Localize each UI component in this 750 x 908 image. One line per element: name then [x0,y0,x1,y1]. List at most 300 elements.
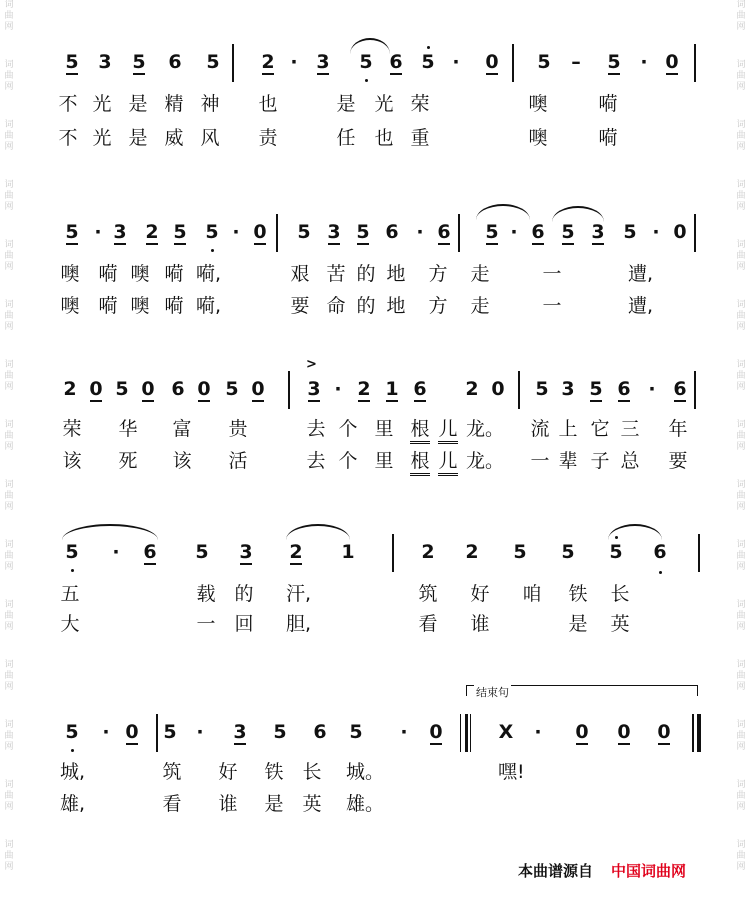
watermark-char: 词 [736,0,746,10]
lyric-char: 光 [92,93,112,115]
watermark-char: 网 [4,802,14,812]
lyric-char: 雄, [60,793,86,815]
note: 5 [115,378,129,400]
lyric-char: 好 [218,761,238,783]
watermark-char: 词 [736,240,746,250]
lyric-char: 嗬 [598,127,618,149]
note: 5 [273,721,287,743]
watermark-char: 曲 [4,311,14,321]
lyric-char: 雄。 [346,793,385,815]
lyric-char: 嗬 [164,263,184,285]
note: 2 [421,541,435,563]
source-site-link[interactable]: 中国词曲网 [611,862,687,880]
watermark-char: 网 [736,742,746,752]
watermark-char: 词 [736,120,746,130]
lyric-char: 儿 [438,417,458,444]
note: 5 [195,541,209,563]
watermark-char: 网 [4,682,14,692]
lyric-char: 富 [172,418,192,440]
lyric-char: 英 [302,793,322,815]
watermark-group [4,60,13,93]
lyric-char: 流 [530,418,550,440]
lyric-char: 责 [258,127,278,149]
lyric-char: 城。 [346,761,385,783]
note: 0 [575,721,589,743]
note: 0 [251,378,265,400]
note: 2 [465,541,479,563]
watermark-char: 词 [4,300,14,310]
watermark-char: 词 [4,780,14,790]
repeat-barline [465,714,468,752]
watermark-char: 词 [4,540,14,550]
note: 0 [141,378,155,400]
watermark-char: 曲 [4,671,14,681]
note: 2 [289,541,303,563]
watermark-char: 网 [736,502,746,512]
watermark-char: 词 [736,360,746,370]
slur [350,38,390,54]
watermark-group [736,240,745,273]
watermark-char: 词 [4,0,14,10]
lyric-char: 谁 [218,793,238,815]
note: 6 [389,51,403,73]
lyric-char: 噢 [130,295,150,317]
watermark-char: 词 [736,540,746,550]
watermark-char: 曲 [4,431,14,441]
watermark-group [4,240,13,273]
lyric-char: 嗬 [164,295,184,317]
lyric-char: 回 [234,613,254,635]
note: 0 [485,51,499,73]
note: 5 [65,721,79,743]
watermark-group [736,300,745,333]
watermark-group [736,540,745,573]
lyric-char: 贵 [228,418,248,440]
note: · [196,721,204,743]
watermark-char: 词 [736,420,746,430]
note: 5 [623,221,637,243]
watermark-char: 曲 [4,11,14,21]
watermark-char: 曲 [736,851,746,861]
note: 5 [607,51,621,73]
lyric-char: 一 [542,263,562,285]
accent-mark: > [306,357,317,372]
watermark-char: 曲 [736,131,746,141]
watermark-group [736,360,745,393]
lyric-char: 噢 [130,263,150,285]
note: 5 [163,721,177,743]
lyric-char: 艰 [290,263,310,285]
watermark-char: 网 [736,442,746,452]
note: 0 [197,378,211,400]
lyric-char: 是 [568,613,588,635]
lyric-char: 光 [374,93,394,115]
note: 6 [143,541,157,563]
watermark-group [736,600,745,633]
lyric-char: 胆, [286,613,312,635]
lyric-char: 五 [60,583,80,605]
lyric-char: 噢 [528,93,548,115]
lyric-char: 年 [668,418,688,440]
note: · [400,721,408,743]
watermark-char: 网 [4,82,14,92]
note: 5 [485,221,499,243]
barline [276,214,278,252]
lyric-char: 噢 [60,263,80,285]
lyric-char: 要 [290,295,310,317]
watermark-char: 网 [736,382,746,392]
watermark-char: 词 [4,660,14,670]
watermark-char: 曲 [4,551,14,561]
lyric-char: 它 [590,418,610,440]
note: 0 [253,221,267,243]
watermark-group [4,840,13,873]
lyric-char: 活 [228,450,248,472]
lyric-char: 不 [58,93,78,115]
lyric-char: 三 [620,418,640,440]
slur [552,206,604,222]
lyric-char: 噢 [528,127,548,149]
watermark-char: 词 [4,120,14,130]
note: 1 [341,541,355,563]
note: 0 [673,221,687,243]
note: 2 [465,378,479,400]
watermark-char: 网 [736,262,746,272]
lyric-char: 大 [60,613,80,635]
watermark-char: 词 [4,180,14,190]
watermark-char: 曲 [736,191,746,201]
lyric-char: 也 [258,93,278,115]
note: · [416,221,424,243]
note: 0 [125,721,139,743]
lyric-char: 嘿! [498,761,525,783]
watermark-char: 网 [4,22,14,32]
note: 5 [589,378,603,400]
watermark-char: 网 [4,862,14,872]
watermark-char: 词 [4,840,14,850]
note: 5 [359,51,373,73]
lyric-char: 一 [196,613,216,635]
slur [476,204,530,220]
lyric-char: 是 [336,93,356,115]
lyric-char: 长 [302,761,322,783]
note: 0 [491,378,505,400]
watermark-char: 网 [4,322,14,332]
note: 5 [206,51,220,73]
lyric-char: 重 [410,127,430,149]
watermark-char: 词 [4,720,14,730]
watermark-char: 曲 [736,791,746,801]
lyric-char: 个 [338,450,358,472]
lyric-char: 是 [264,793,284,815]
lyric-char: 苦 [326,263,346,285]
watermark-char: 曲 [4,71,14,81]
lyric-char: 地 [386,263,406,285]
lyric-char: 华 [118,418,138,440]
watermark-char: 曲 [4,191,14,201]
slur [608,524,662,540]
lyric-char: 威 [164,127,184,149]
note: 3 [327,221,341,243]
watermark-char: 词 [736,840,746,850]
note: · [102,721,110,743]
lyric-char: 铁 [264,761,284,783]
note: 5 [65,51,79,73]
note: 3 [307,378,321,400]
watermark-group [4,120,13,153]
note: 5 [537,51,551,73]
lyric-char: 的 [356,295,376,317]
note: 5 [535,378,549,400]
lyric-char: 龙。 [466,450,505,472]
watermark-char: 词 [736,180,746,190]
slur [286,524,350,540]
barline [458,214,460,252]
final-barline [692,714,694,752]
lyric-char: 遭, [628,295,654,317]
lyric-char: 一 [530,450,550,472]
note: 3 [239,541,253,563]
watermark-left [2,0,16,900]
note: 2 [63,378,77,400]
lyric-char: 是 [128,127,148,149]
barline [694,44,696,82]
note: 3 [591,221,605,243]
lyric-char: 该 [172,450,192,472]
watermark-char: 曲 [4,851,14,861]
watermark-char: 网 [4,622,14,632]
note: 6 [673,378,687,400]
lyric-char: 的 [234,583,254,605]
watermark-char: 词 [4,240,14,250]
lyric-char: 噢 [60,295,80,317]
lyric-char: 里 [374,450,394,472]
source-prefix: 本曲谱源自 [518,862,594,880]
note: · [334,378,342,400]
note: 0 [429,721,443,743]
note: 2 [357,378,371,400]
note: 6 [617,378,631,400]
note: 0 [617,721,631,743]
watermark-char: 网 [736,82,746,92]
watermark-char: 曲 [736,311,746,321]
watermark-group [736,180,745,213]
watermark-char: 网 [736,142,746,152]
watermark-char: 曲 [4,611,14,621]
watermark-char: 网 [4,742,14,752]
note: 5 [65,221,79,243]
lyric-char: 龙。 [466,418,505,440]
lyric-char: 汗, [286,583,312,605]
note: 5 [421,51,435,73]
watermark-group [4,300,13,333]
watermark-char: 网 [736,682,746,692]
note: 0 [657,721,671,743]
lyric-char: 荣 [62,418,82,440]
lyric-char: 嗬 [98,295,118,317]
lyric-char: 儿 [438,449,458,476]
note: 5 [297,221,311,243]
lyric-char: 命 [326,295,346,317]
note: 1 [385,378,399,400]
lyric-char: 荣 [410,93,430,115]
barline [698,534,700,572]
lyric-char: 地 [386,295,406,317]
note: 5 [561,221,575,243]
watermark-group [4,360,13,393]
note: 0 [89,378,103,400]
watermark-char: 曲 [736,431,746,441]
watermark-char: 词 [736,480,746,490]
lyric-char: 嗬, [196,295,222,317]
lyric-char: 嗬 [98,263,118,285]
note: 5 [349,721,363,743]
watermark-group [736,480,745,513]
lyric-char: 去 [306,418,326,440]
note: · [290,51,298,73]
watermark-char: 词 [4,360,14,370]
note: 5 [225,378,239,400]
watermark-char: 曲 [736,491,746,501]
watermark-char: 曲 [736,11,746,21]
watermark-char: 网 [736,22,746,32]
lyric-char: 走 [470,295,490,317]
watermark-char: 曲 [736,71,746,81]
watermark-char: 网 [4,202,14,212]
note: · [640,51,648,73]
lyric-char: 不 [58,127,78,149]
lyric-char: 一 [542,295,562,317]
source-credit [518,860,686,881]
watermark-char: 网 [4,142,14,152]
note: X [498,721,514,743]
lyric-char: 方 [428,295,448,317]
note: · [232,221,240,243]
note: 3 [316,51,330,73]
lyric-char: 光 [92,127,112,149]
lyric-char: 风 [200,127,220,149]
lyric-char: 走 [470,263,490,285]
watermark-char: 曲 [736,551,746,561]
watermark-char: 网 [4,562,14,572]
watermark-char: 词 [736,660,746,670]
lyric-char: 辈 [558,450,578,472]
barline [518,371,520,409]
note: 6 [313,721,327,743]
repeat-barline [460,714,461,752]
note: 6 [168,51,182,73]
watermark-char: 曲 [4,731,14,741]
barline [392,534,394,572]
note: 5 [609,541,623,563]
lyric-char: 遭, [628,263,654,285]
lyric-char: 铁 [568,583,588,605]
watermark-char: 网 [736,802,746,812]
note: 2 [261,51,275,73]
watermark-char: 词 [736,300,746,310]
note: 5 [132,51,146,73]
lyric-char: 看 [418,613,438,635]
watermark-char: 网 [736,202,746,212]
barline [232,44,234,82]
watermark-group [4,420,13,453]
watermark-char: 曲 [4,491,14,501]
note: 3 [98,51,112,73]
note: 6 [653,541,667,563]
lyric-char: 英 [610,613,630,635]
note: 6 [437,221,451,243]
watermark-group [4,180,13,213]
note: 6 [171,378,185,400]
barline [512,44,514,82]
lyric-char: 死 [118,450,138,472]
lyric-char: 精 [164,93,184,115]
barline [156,714,158,752]
watermark-group [4,660,13,693]
lyric-char: 嗬 [598,93,618,115]
watermark-group [4,540,13,573]
note: · [94,221,102,243]
watermark-char: 词 [736,600,746,610]
note: 6 [413,378,427,400]
lyric-char: 去 [306,450,326,472]
barline [470,714,471,752]
lyric-char: 咱 [522,583,542,605]
watermark-char: 曲 [736,371,746,381]
watermark-char: 曲 [736,671,746,681]
watermark-char: 词 [4,600,14,610]
lyric-char: 长 [610,583,630,605]
final-barline [697,714,701,752]
lyric-char: 任 [336,127,356,149]
lyric-char: 该 [62,450,82,472]
lyric-char: 筑 [162,761,182,783]
note: 3 [233,721,247,743]
lyric-char: 方 [428,263,448,285]
watermark-char: 网 [736,562,746,572]
watermark-group [736,780,745,813]
lyric-char: 总 [620,450,640,472]
watermark-group [4,600,13,633]
note: 5 [561,541,575,563]
barline [288,371,290,409]
watermark-char: 曲 [736,611,746,621]
watermark-char: 曲 [736,731,746,741]
note: · [534,721,542,743]
watermark-group [736,720,745,753]
watermark-char: 曲 [736,251,746,261]
watermark-group [736,120,745,153]
watermark-char: 网 [736,862,746,872]
lyric-char: 神 [200,93,220,115]
note: · [452,51,460,73]
note: 5 [173,221,187,243]
watermark-char: 词 [736,60,746,70]
note: · [648,378,656,400]
note: · [652,221,660,243]
watermark-char: 曲 [4,131,14,141]
lyric-char: 嗬, [196,263,222,285]
note: 3 [561,378,575,400]
note: 5 [513,541,527,563]
slur [62,524,158,540]
lyric-char: 筑 [418,583,438,605]
lyric-char: 根 [410,449,430,476]
note: 5 [356,221,370,243]
lyric-char: 根 [410,417,430,444]
watermark-char: 词 [4,480,14,490]
lyric-char: 里 [374,418,394,440]
